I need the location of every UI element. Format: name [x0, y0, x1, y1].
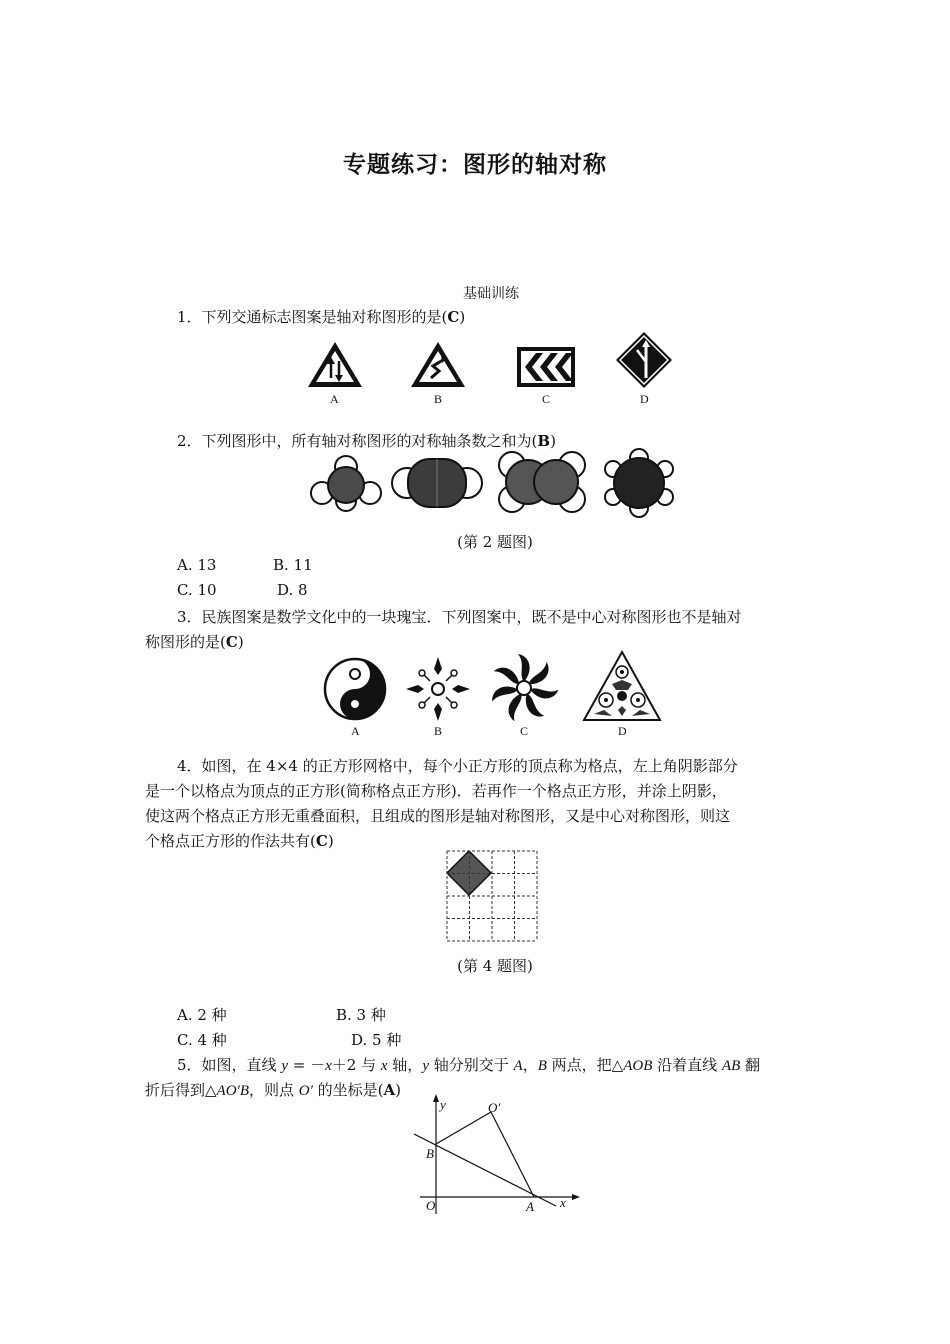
question-3-line-2: 称图形的是(C)	[145, 633, 244, 651]
pattern-a-yinyang	[323, 657, 387, 721]
page-title: 专题练习：图形的轴对称	[343, 152, 607, 178]
question-2: 2．下列图形中，所有轴对称图形的对称轴条数之和为(B)	[177, 432, 556, 450]
option-label-3c: C	[520, 724, 529, 738]
traffic-sign-d	[614, 330, 674, 390]
option-2d: D. 8	[277, 581, 308, 599]
traffic-sign-c	[516, 346, 576, 388]
question-4-line-3: 使这两个格点正方形无重叠面积，且组成的图形是轴对称图形，又是中心对称图形，则这	[145, 807, 731, 825]
question-4-line-4: 个格点正方形的作法共有(C)	[145, 832, 334, 850]
pattern-c-pinwheel	[486, 652, 562, 724]
answer-4: C	[315, 832, 328, 850]
option-label-c: C	[542, 392, 551, 406]
question-5-line-1: 5．如图，直线 y = －x＋2 与 x 轴，y 轴分别交于 A，B 两点，把△AOB 沿着直线 AB 翻	[177, 1056, 761, 1074]
answer-1: C	[447, 308, 460, 326]
figure-4-caption: (第 4 题图)	[457, 957, 533, 975]
option-4b: B. 3 种	[336, 1006, 386, 1024]
option-label-b: B	[434, 392, 443, 406]
option-label-d: D	[640, 392, 649, 406]
option-4a: A. 2 种	[177, 1006, 227, 1024]
answer-3: C	[225, 633, 238, 651]
figure-2-shape-3	[494, 449, 590, 515]
question-3-line-1: 3．民族图案是数学文化中的一块瑰宝．下列图案中，既不是中心对称图形也不是轴对	[177, 608, 742, 626]
option-4c: C. 4 种	[177, 1031, 227, 1049]
point-label-b: B	[426, 1146, 434, 1161]
pattern-b-flower	[402, 653, 474, 725]
pattern-d-triangle	[582, 650, 662, 722]
question-4-line-2: 是一个以格点为顶点的正方形(简称格点正方形)．若再作一个格点正方形，并涂上阴影，	[145, 782, 727, 800]
option-label-3b: B	[434, 724, 443, 738]
point-label-a: A	[526, 1199, 534, 1214]
question-1: 1．下列交通标志图案是轴对称图形的是(C)	[177, 308, 466, 326]
option-label-3a: A	[351, 724, 360, 738]
option-label-a: A	[330, 392, 339, 406]
axis-label-x: x	[560, 1195, 566, 1210]
answer-5: A	[383, 1081, 396, 1099]
figure-2-caption: (第 2 题图)	[457, 533, 533, 551]
question-4-line-1: 4．如图，在 4×4 的正方形网格中，每个小正方形的顶点称为格点，左上角阴影部分	[177, 757, 738, 775]
figure-4-grid	[446, 850, 538, 942]
answer-2: B	[537, 432, 551, 450]
axis-label-y: y	[440, 1097, 446, 1112]
option-4d: D. 5 种	[351, 1031, 402, 1049]
section-heading: 基础训练	[463, 286, 519, 302]
figure-2-shape-1	[308, 453, 384, 513]
figure-2-shape-4	[604, 449, 674, 517]
point-label-o: O	[426, 1198, 436, 1213]
figure-2-shape-2	[390, 455, 484, 511]
option-2c: C. 10	[177, 581, 217, 599]
question-5-line-2: 折后得到△AO′B，则点 O′ 的坐标是(A)	[145, 1081, 402, 1099]
option-label-3d: D	[618, 724, 627, 738]
traffic-sign-a	[306, 340, 364, 390]
option-2b: B. 11	[273, 556, 313, 574]
option-2a: A. 13	[177, 556, 217, 574]
traffic-sign-b	[409, 340, 467, 390]
point-label-o-prime: O′	[488, 1100, 501, 1115]
